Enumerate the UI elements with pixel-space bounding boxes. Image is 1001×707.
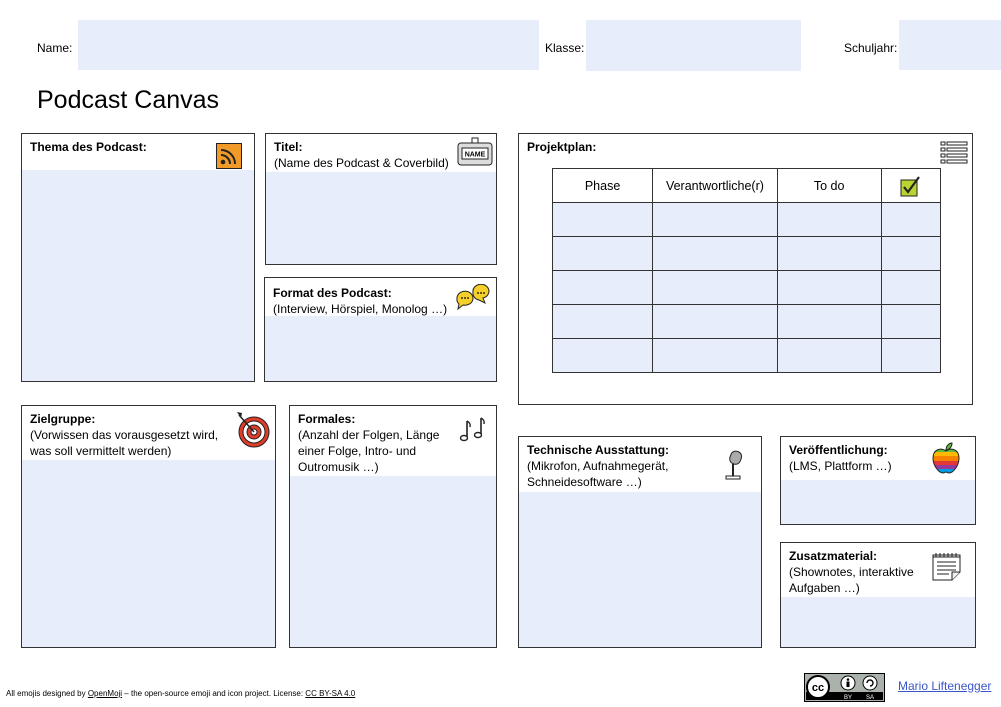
table-cell[interactable] <box>653 203 778 237</box>
check-box-icon <box>900 175 922 197</box>
table-cell[interactable] <box>653 271 778 305</box>
technik-box <box>518 436 762 648</box>
zielgruppe-field[interactable] <box>22 460 275 647</box>
titel-field[interactable] <box>266 172 496 264</box>
table-cell[interactable] <box>777 271 881 305</box>
technik-subtitle: (Mikrofon, Aufnahmegerät, Schneidesoftware …) <box>527 459 669 489</box>
table-cell[interactable] <box>777 339 881 373</box>
name-label: Name: <box>37 41 73 55</box>
table-cell[interactable] <box>881 237 941 271</box>
format-box <box>264 277 497 382</box>
projektplan-box <box>518 133 973 405</box>
music-notes-icon <box>459 415 487 450</box>
plan-table <box>552 168 941 373</box>
col-verantwortliche: Verantwortliche(r) <box>653 169 778 203</box>
license-link[interactable]: CC BY-SA 4.0 <box>305 689 356 698</box>
microphone-icon <box>722 450 746 485</box>
col-phase: Phase <box>553 169 653 203</box>
table-row <box>553 339 941 373</box>
name-badge-icon <box>457 137 493 172</box>
footer-credit <box>6 689 355 698</box>
technik-heading <box>527 442 697 490</box>
formales-heading <box>298 411 448 475</box>
technik-title: Technische Ausstattung: <box>527 443 670 457</box>
footer-prefix: All emojis designed by <box>6 689 88 698</box>
titel-heading <box>274 139 449 171</box>
veroeffentlichung-heading <box>789 442 892 474</box>
class-label: Klasse: <box>545 41 585 55</box>
table-cell[interactable] <box>653 339 778 373</box>
speech-bubbles-icon <box>453 284 493 319</box>
table-cell[interactable] <box>881 305 941 339</box>
table-cell[interactable] <box>653 237 778 271</box>
openmoji-link[interactable]: OpenMoji <box>87 689 123 698</box>
cc-sa-text: SA <box>865 695 875 701</box>
author-link[interactable]: Mario Liftenegger <box>898 679 992 693</box>
table-cell[interactable] <box>777 305 881 339</box>
veroeffentlichung-box <box>780 436 976 525</box>
rss-icon <box>216 143 242 174</box>
page-title: Podcast Canvas <box>37 86 220 114</box>
col-todo: To do <box>777 169 881 203</box>
table-cell[interactable] <box>777 203 881 237</box>
format-heading <box>273 285 447 317</box>
format-subtitle: (Interview, Hörspiel, Monolog …) <box>273 302 448 316</box>
table-cell[interactable] <box>881 271 941 305</box>
footer-middle: – the open-source emoji and icon project. License: <box>122 689 306 698</box>
table-cell[interactable] <box>553 237 653 271</box>
formales-title: Formales: <box>298 412 356 426</box>
list-icon <box>940 141 968 170</box>
table-cell[interactable] <box>881 203 941 237</box>
zusatz-field[interactable] <box>781 597 975 647</box>
titel-subtitle: (Name des Podcast & Coverbild) <box>274 156 449 170</box>
formales-field[interactable] <box>290 476 496 647</box>
table-row <box>553 305 941 339</box>
class-field[interactable] <box>586 20 801 71</box>
zielgruppe-box <box>21 405 276 648</box>
table-cell[interactable] <box>553 305 653 339</box>
table-row <box>553 271 941 305</box>
thema-field[interactable] <box>22 170 254 381</box>
projektplan-heading <box>527 139 596 155</box>
plan-header-row <box>553 169 941 203</box>
zusatz-heading <box>789 548 929 596</box>
name-field[interactable] <box>78 20 539 70</box>
cc-by-text: BY <box>843 695 853 701</box>
zielgruppe-subtitle: (Vorwissen das vorausgesetzt wird, was soll vermittelt werden) <box>30 428 219 458</box>
titel-box <box>265 133 497 265</box>
thema-heading <box>30 139 147 155</box>
zusatz-subtitle: (Shownotes, interaktive Aufgaben …) <box>789 565 914 595</box>
apple-icon <box>931 442 961 479</box>
table-cell[interactable] <box>553 203 653 237</box>
veroeffentlichung-title: Veröffentlichung: <box>789 443 888 457</box>
table-cell[interactable] <box>553 339 653 373</box>
notepad-icon <box>932 552 962 587</box>
svg-text:cc: cc <box>811 682 825 694</box>
year-field[interactable] <box>899 20 1001 70</box>
titel-title: Titel: <box>274 140 303 154</box>
table-cell[interactable] <box>777 237 881 271</box>
veroeffentlichung-subtitle: (LMS, Plattform …) <box>789 459 892 473</box>
table-cell[interactable] <box>653 305 778 339</box>
cc-by-sa-badge <box>804 673 885 707</box>
table-row <box>553 203 941 237</box>
target-icon <box>235 410 271 453</box>
technik-field[interactable] <box>519 492 761 647</box>
zusatz-box <box>780 542 976 648</box>
zielgruppe-heading <box>30 411 230 459</box>
zusatz-title: Zusatzmaterial: <box>789 549 878 563</box>
name-badge-text: NAME <box>464 151 486 159</box>
year-label: Schuljahr: <box>844 41 898 55</box>
format-field[interactable] <box>265 316 496 381</box>
projektplan-title: Projektplan: <box>527 140 597 154</box>
col-check <box>881 169 941 203</box>
zielgruppe-title: Zielgruppe: <box>30 412 96 426</box>
thema-title: Thema des Podcast: <box>30 140 147 154</box>
formales-subtitle: (Anzahl der Folgen, Länge einer Folge, Intro- und Outromusik …) <box>298 428 440 474</box>
veroeffentlichung-field[interactable] <box>781 480 975 524</box>
format-title: Format des Podcast: <box>273 286 392 300</box>
thema-box <box>21 133 255 382</box>
formales-box <box>289 405 497 648</box>
table-cell[interactable] <box>553 271 653 305</box>
table-row <box>553 237 941 271</box>
table-cell[interactable] <box>881 339 941 373</box>
